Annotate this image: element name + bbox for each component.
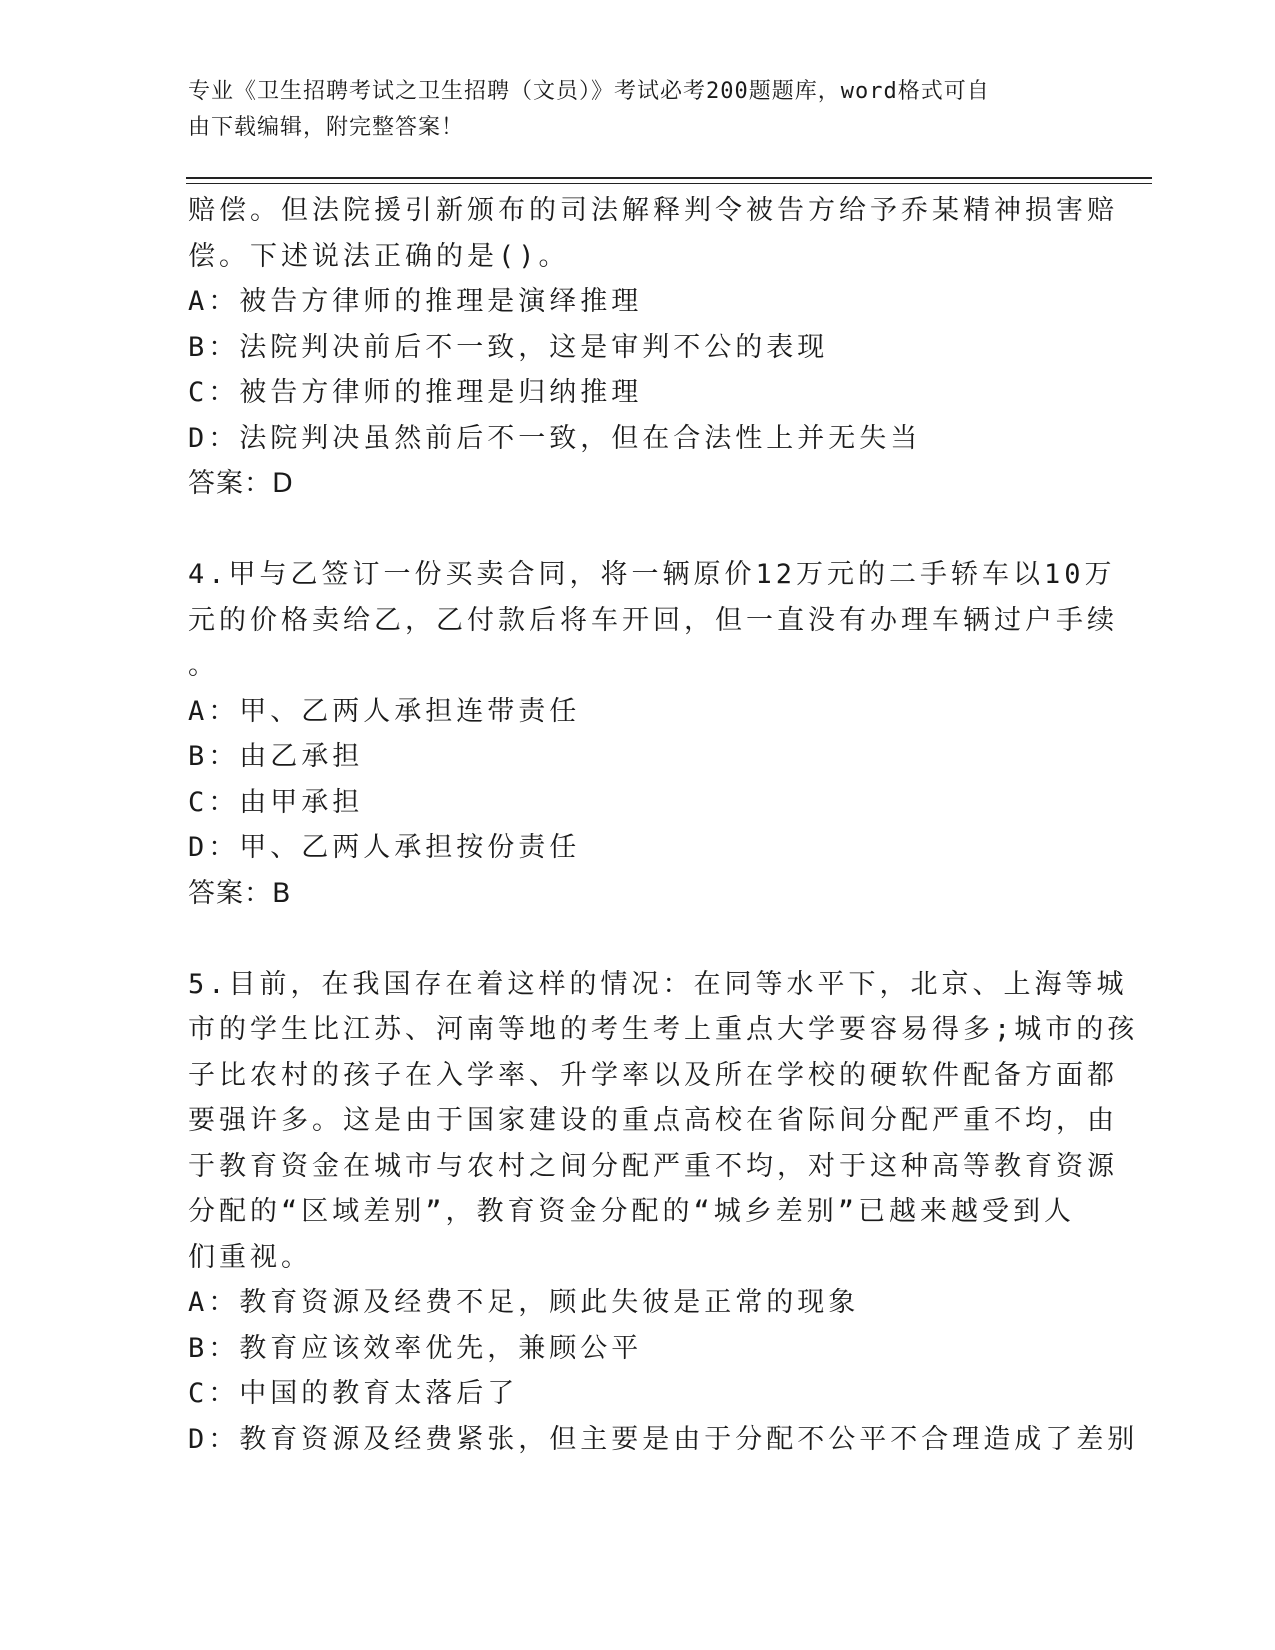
option-d: D：甲、乙两人承担按份责任: [188, 832, 581, 863]
header-line-2: 由下载编辑，附完整答案！: [188, 115, 465, 140]
option-b: B：教育应该效率优先，兼顾公平: [188, 1332, 643, 1364]
answer-label: 答案：D: [188, 468, 294, 499]
option-c: C：由甲承担: [188, 786, 364, 818]
spacer: [188, 507, 1068, 553]
option-c: C：中国的教育太落后了: [188, 1378, 519, 1409]
question-stem-line: 子比农村的孩子在入学率、升学率以及所在学校的硬软件配备方面都: [188, 1059, 1118, 1091]
question-stem-line: 赔偿。但法院援引新颁布的司法解释判令被告方给予乔某精神损害赔: [188, 195, 1118, 226]
answer-label: 答案：B: [188, 877, 292, 909]
question-stem-line: 要强许多。这是由于国家建设的重点高校在省际间分配严重不均，由: [188, 1105, 1118, 1136]
option-a: A：甲、乙两人承担连带责任: [188, 695, 581, 727]
option-b: B：由乙承担: [188, 741, 364, 772]
document-body: [188, 188, 1139, 1462]
option-c: C：被告方律师的推理是归纳推理: [188, 377, 643, 408]
question-4: [188, 552, 1118, 916]
question-stem-line: 偿。下述说法正确的是()。: [188, 240, 570, 272]
option-a: A：教育资源及经费不足，顾此失彼是正常的现象: [188, 1287, 860, 1318]
option-d: D：教育资源及经费紧张，但主要是由于分配不公平不合理造成了差别: [188, 1423, 1139, 1455]
header-divider-thin: [186, 183, 1152, 184]
question-stem-line: 元的价格卖给乙，乙付款后将车开回，但一直没有办理车辆过户手续: [188, 604, 1118, 636]
spacer: [188, 916, 1068, 962]
question-stem-line: 们重视。: [188, 1241, 312, 1273]
document-header: [188, 74, 1088, 146]
question-stem-line: 分配的“区域差别”，教育资金分配的“城乡差别”已越来越受到人: [188, 1196, 1076, 1227]
header-line-1: 专业《卫生招聘考试之卫生招聘（文员）》考试必考200题题库，word格式可自: [188, 79, 990, 104]
option-b: B：法院判决前后不一致，这是审判不公的表现: [188, 331, 829, 363]
option-a: A：被告方律师的推理是演绎推理: [188, 286, 643, 317]
question-5: [188, 962, 1139, 1463]
question-3: [188, 188, 1118, 507]
option-d: D：法院判决虽然前后不一致，但在合法性上并无失当: [188, 422, 922, 454]
question-stem-line: 市的学生比江苏、河南等地的考生考上重点大学要容易得多;城市的孩: [188, 1014, 1139, 1045]
question-stem-line: 5.目前，在我国存在着这样的情况：在同等水平下，北京、上海等城: [188, 968, 1128, 1000]
question-stem-line: 。: [188, 650, 219, 681]
question-stem-line: 4.甲与乙签订一份买卖合同，将一辆原价12万元的二手轿车以10万: [188, 559, 1116, 590]
header-divider: [186, 177, 1152, 179]
question-stem-line: 于教育资金在城市与农村之间分配严重不均，对于这种高等教育资源: [188, 1150, 1118, 1182]
